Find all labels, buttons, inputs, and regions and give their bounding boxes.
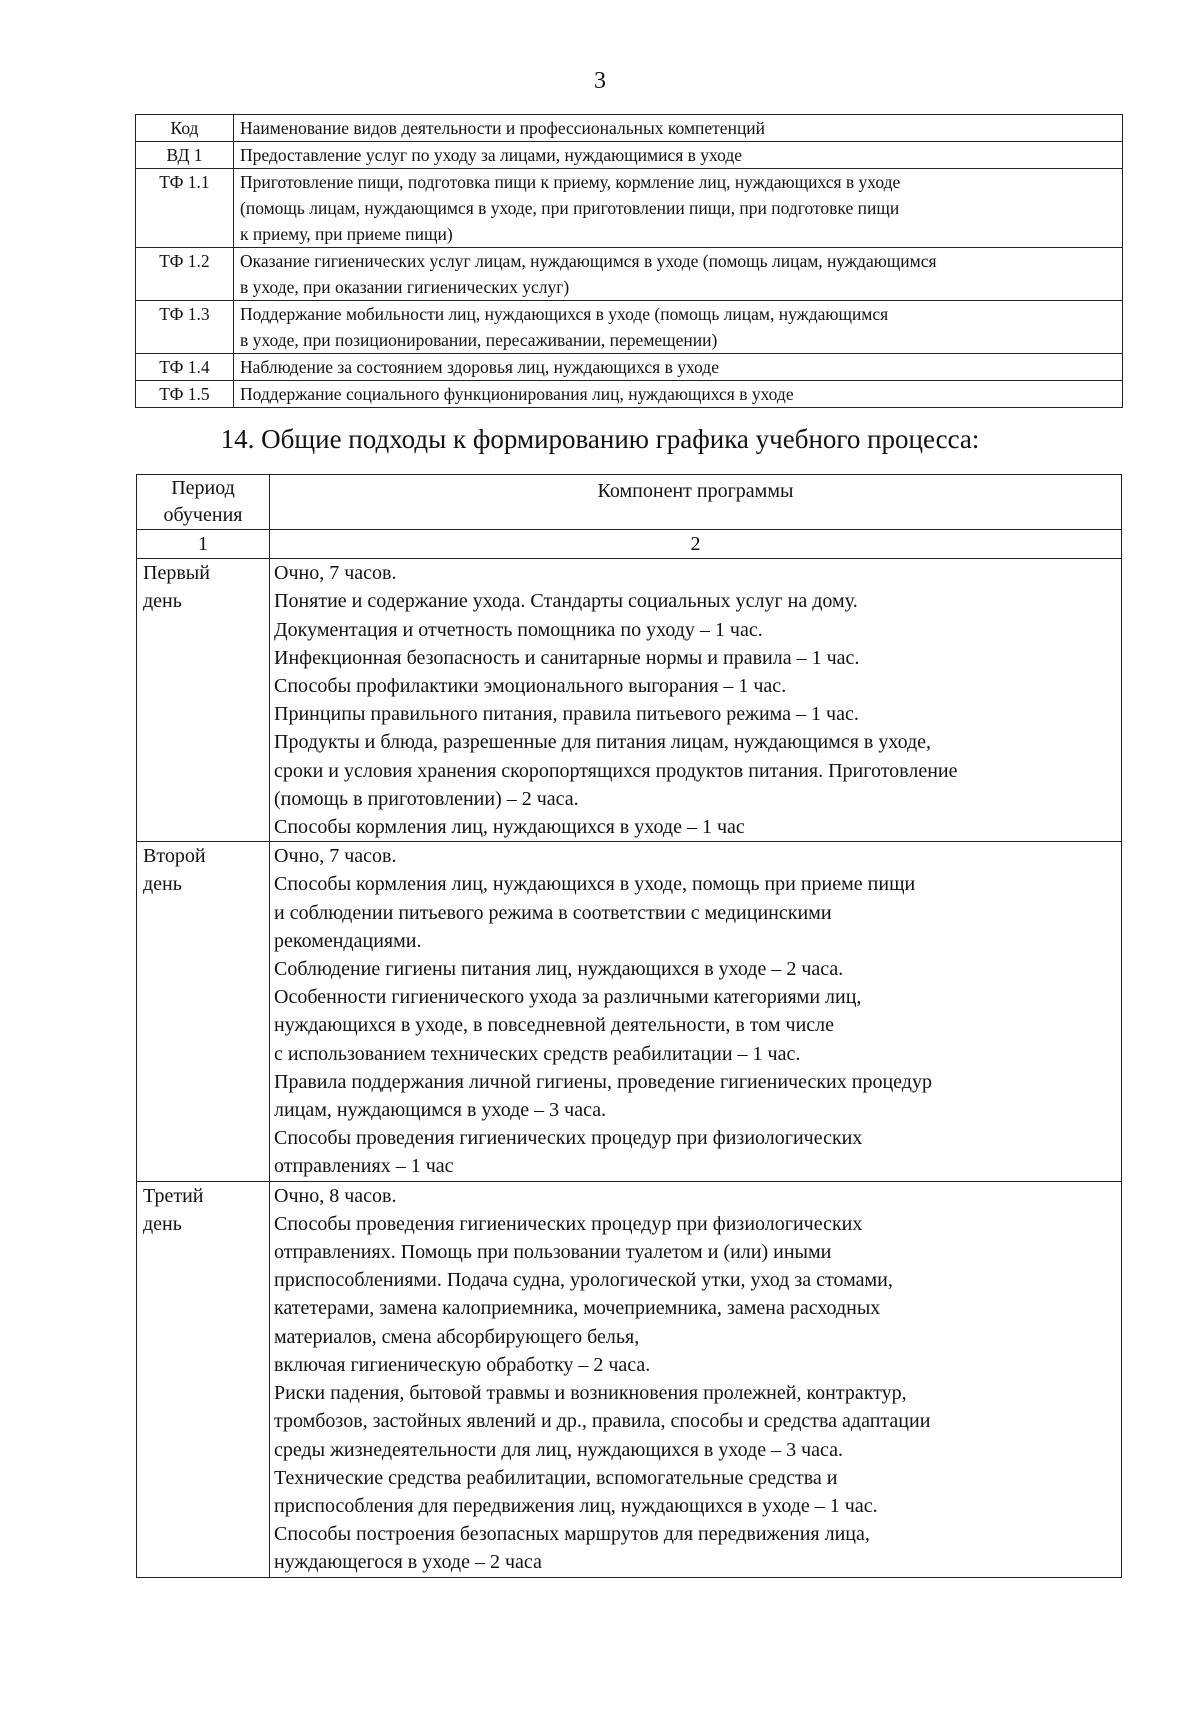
- component-line: материалов, смена абсорбирующего белья,: [274, 1325, 640, 1348]
- competency-row: [136, 301, 1123, 354]
- component-line: Способы проведения гигиенических процедур при физиологических: [274, 1127, 863, 1150]
- section-heading: 14. Общие подходы к формированию графика учебного процесса:: [220, 424, 980, 454]
- column-number: 2: [270, 530, 1122, 559]
- component-line: сроки и условия хранения скоропортящихся продуктов питания. Приготовление: [274, 759, 958, 782]
- component-line: Способы кормления лиц, нуждающихся в уходе – 1 час: [274, 816, 745, 839]
- period-line: день: [143, 873, 182, 896]
- schedule-table: [136, 474, 1122, 1578]
- component-line: лицам, нуждающимся в уходе – 3 часа.: [274, 1099, 607, 1122]
- competency-code: ТФ 1.4: [136, 354, 234, 381]
- schedule-header-row: [137, 475, 1122, 530]
- period-cell: [137, 559, 270, 842]
- competency-row: [136, 142, 1123, 169]
- component-line: Технические средства реабилитации, вспомогательные средства и: [274, 1466, 838, 1489]
- component-line: среды жизнедеятельности для лиц, нуждающихся в уходе – 3 часа.: [274, 1438, 844, 1461]
- period-column-header: [137, 475, 270, 530]
- component-line: Продукты и блюда, разрешенные для питания лицам, нуждающимся в уходе,: [274, 731, 932, 754]
- competency-name: [234, 248, 1123, 301]
- competency-code: ТФ 1.5: [136, 381, 234, 408]
- component-line: приспособлениями. Подача судна, урологической утки, уход за стомами,: [274, 1269, 893, 1292]
- schedule-row: [137, 842, 1122, 1181]
- column-number: 1: [137, 530, 270, 559]
- component-line: Принципы правильного питания, правила питьевого режима – 1 час.: [274, 703, 859, 726]
- name-column-header: Наименование видов деятельности и профессиональных компетенций: [234, 115, 1123, 142]
- component-line: рекомендациями.: [274, 929, 422, 952]
- component-line: Способы профилактики эмоционального выгорания – 1 час.: [274, 675, 787, 698]
- competency-name: [234, 142, 1123, 169]
- competency-line: Оказание гигиенических услуг лицам, нуждающимся в уходе (помощь лицам, нуждающимся: [240, 251, 937, 271]
- page-number: 3: [594, 68, 606, 94]
- period-cell: [137, 1181, 270, 1577]
- period-header-line: Период: [171, 477, 235, 499]
- competency-table: [135, 114, 1123, 408]
- competency-row: [136, 169, 1123, 248]
- competency-line: Поддержание социального функционирования лиц, нуждающихся в уходе: [240, 384, 794, 404]
- component-line: Очно, 7 часов.: [274, 845, 397, 868]
- component-line: Риски падения, бытовой травмы и возникновения пролежней, контрактур,: [274, 1382, 907, 1405]
- component-line: Очно, 7 часов.: [274, 562, 397, 585]
- component-line: Соблюдение гигиены питания лиц, нуждающихся в уходе – 2 часа.: [274, 958, 844, 981]
- competency-code: ТФ 1.2: [136, 248, 234, 301]
- component-line: отправлениях – 1 час: [274, 1155, 454, 1178]
- competency-code: ТФ 1.3: [136, 301, 234, 354]
- competency-line: в уходе, при оказании гигиенических услуг): [240, 277, 570, 297]
- component-line: нуждающегося в уходе – 2 часа: [274, 1551, 542, 1574]
- competency-line: к приему, при приеме пищи): [240, 224, 453, 244]
- component-line: нуждающихся в уходе, в повседневной деятельности, в том числе: [274, 1014, 835, 1037]
- component-column-header: Компонент программы: [270, 475, 1122, 530]
- competency-row: [136, 248, 1123, 301]
- schedule-row: [137, 1181, 1122, 1577]
- component-line: Способы кормления лиц, нуждающихся в уходе, помощь при приеме пищи: [274, 873, 916, 896]
- component-line: (помощь в приготовлении) – 2 часа.: [274, 787, 579, 810]
- period-line: Третий: [143, 1184, 204, 1207]
- competency-line: (помощь лицам, нуждающимся в уходе, при приготовлении пищи, при подготовке пищи: [240, 198, 900, 218]
- component-line: с использованием технических средств реабилитации – 1 час.: [274, 1042, 801, 1065]
- competency-line: Приготовление пищи, подготовка пищи к приему, кормление лиц, нуждающихся в уходе: [240, 172, 901, 192]
- competency-name: [234, 381, 1123, 408]
- component-line: Инфекционная безопасность и санитарные нормы и правила – 1 час.: [274, 646, 860, 669]
- competency-code: ВД 1: [136, 142, 234, 169]
- period-line: день: [143, 1212, 182, 1235]
- component-line: Особенности гигиенического ухода за различными категориями лиц,: [274, 986, 862, 1009]
- competency-name: [234, 169, 1123, 248]
- period-cell: [137, 842, 270, 1181]
- competency-name: [234, 354, 1123, 381]
- component-line: Очно, 8 часов.: [274, 1184, 397, 1207]
- competency-row: [136, 381, 1123, 408]
- competency-line: Поддержание мобильности лиц, нуждающихся в уходе (помощь лицам, нуждающимся: [240, 304, 889, 324]
- competency-header-row: [136, 115, 1123, 142]
- component-line: включая гигиеническую обработку – 2 часа.: [274, 1353, 651, 1376]
- period-line: Первый: [143, 562, 210, 585]
- schedule-row: [137, 559, 1122, 842]
- component-line: Способы проведения гигиенических процедур при физиологических: [274, 1212, 863, 1235]
- competency-name: [234, 301, 1123, 354]
- schedule-numbering-row: [137, 530, 1122, 559]
- component-line: тромбозов, застойных явлений и др., правила, способы и средства адаптации: [274, 1410, 931, 1433]
- competency-line: в уходе, при позиционировании, пересаживании, перемещении): [240, 330, 718, 350]
- component-cell: [270, 842, 1122, 1181]
- period-line: день: [143, 590, 182, 613]
- period-line: Второй: [143, 845, 206, 868]
- competency-line: Наблюдение за состоянием здоровья лиц, нуждающихся в уходе: [240, 357, 719, 377]
- code-column-header: Код: [136, 115, 234, 142]
- competency-row: [136, 354, 1123, 381]
- component-cell: [270, 1181, 1122, 1577]
- competency-line: Предоставление услуг по уходу за лицами, нуждающимися в уходе: [240, 145, 743, 165]
- component-line: приспособления для передвижения лиц, нуждающихся в уходе – 1 час.: [274, 1494, 878, 1517]
- component-line: и соблюдении питьевого режима в соответствии с медицинскими: [274, 901, 832, 924]
- component-line: Документация и отчетность помощника по уходу – 1 час.: [274, 618, 763, 641]
- period-header-line: обучения: [163, 504, 243, 526]
- component-line: Понятие и содержание ухода. Стандарты социальных услуг на дому.: [274, 590, 858, 613]
- component-line: отправлениях. Помощь при пользовании туалетом и (или) иными: [274, 1241, 832, 1264]
- component-line: катетерами, замена калоприемника, мочеприемника, замена расходных: [274, 1297, 881, 1320]
- component-cell: [270, 559, 1122, 842]
- component-line: Способы построения безопасных маршрутов для передвижения лица,: [274, 1523, 870, 1546]
- component-line: Правила поддержания личной гигиены, проведение гигиенических процедур: [274, 1070, 932, 1093]
- competency-code: ТФ 1.1: [136, 169, 234, 248]
